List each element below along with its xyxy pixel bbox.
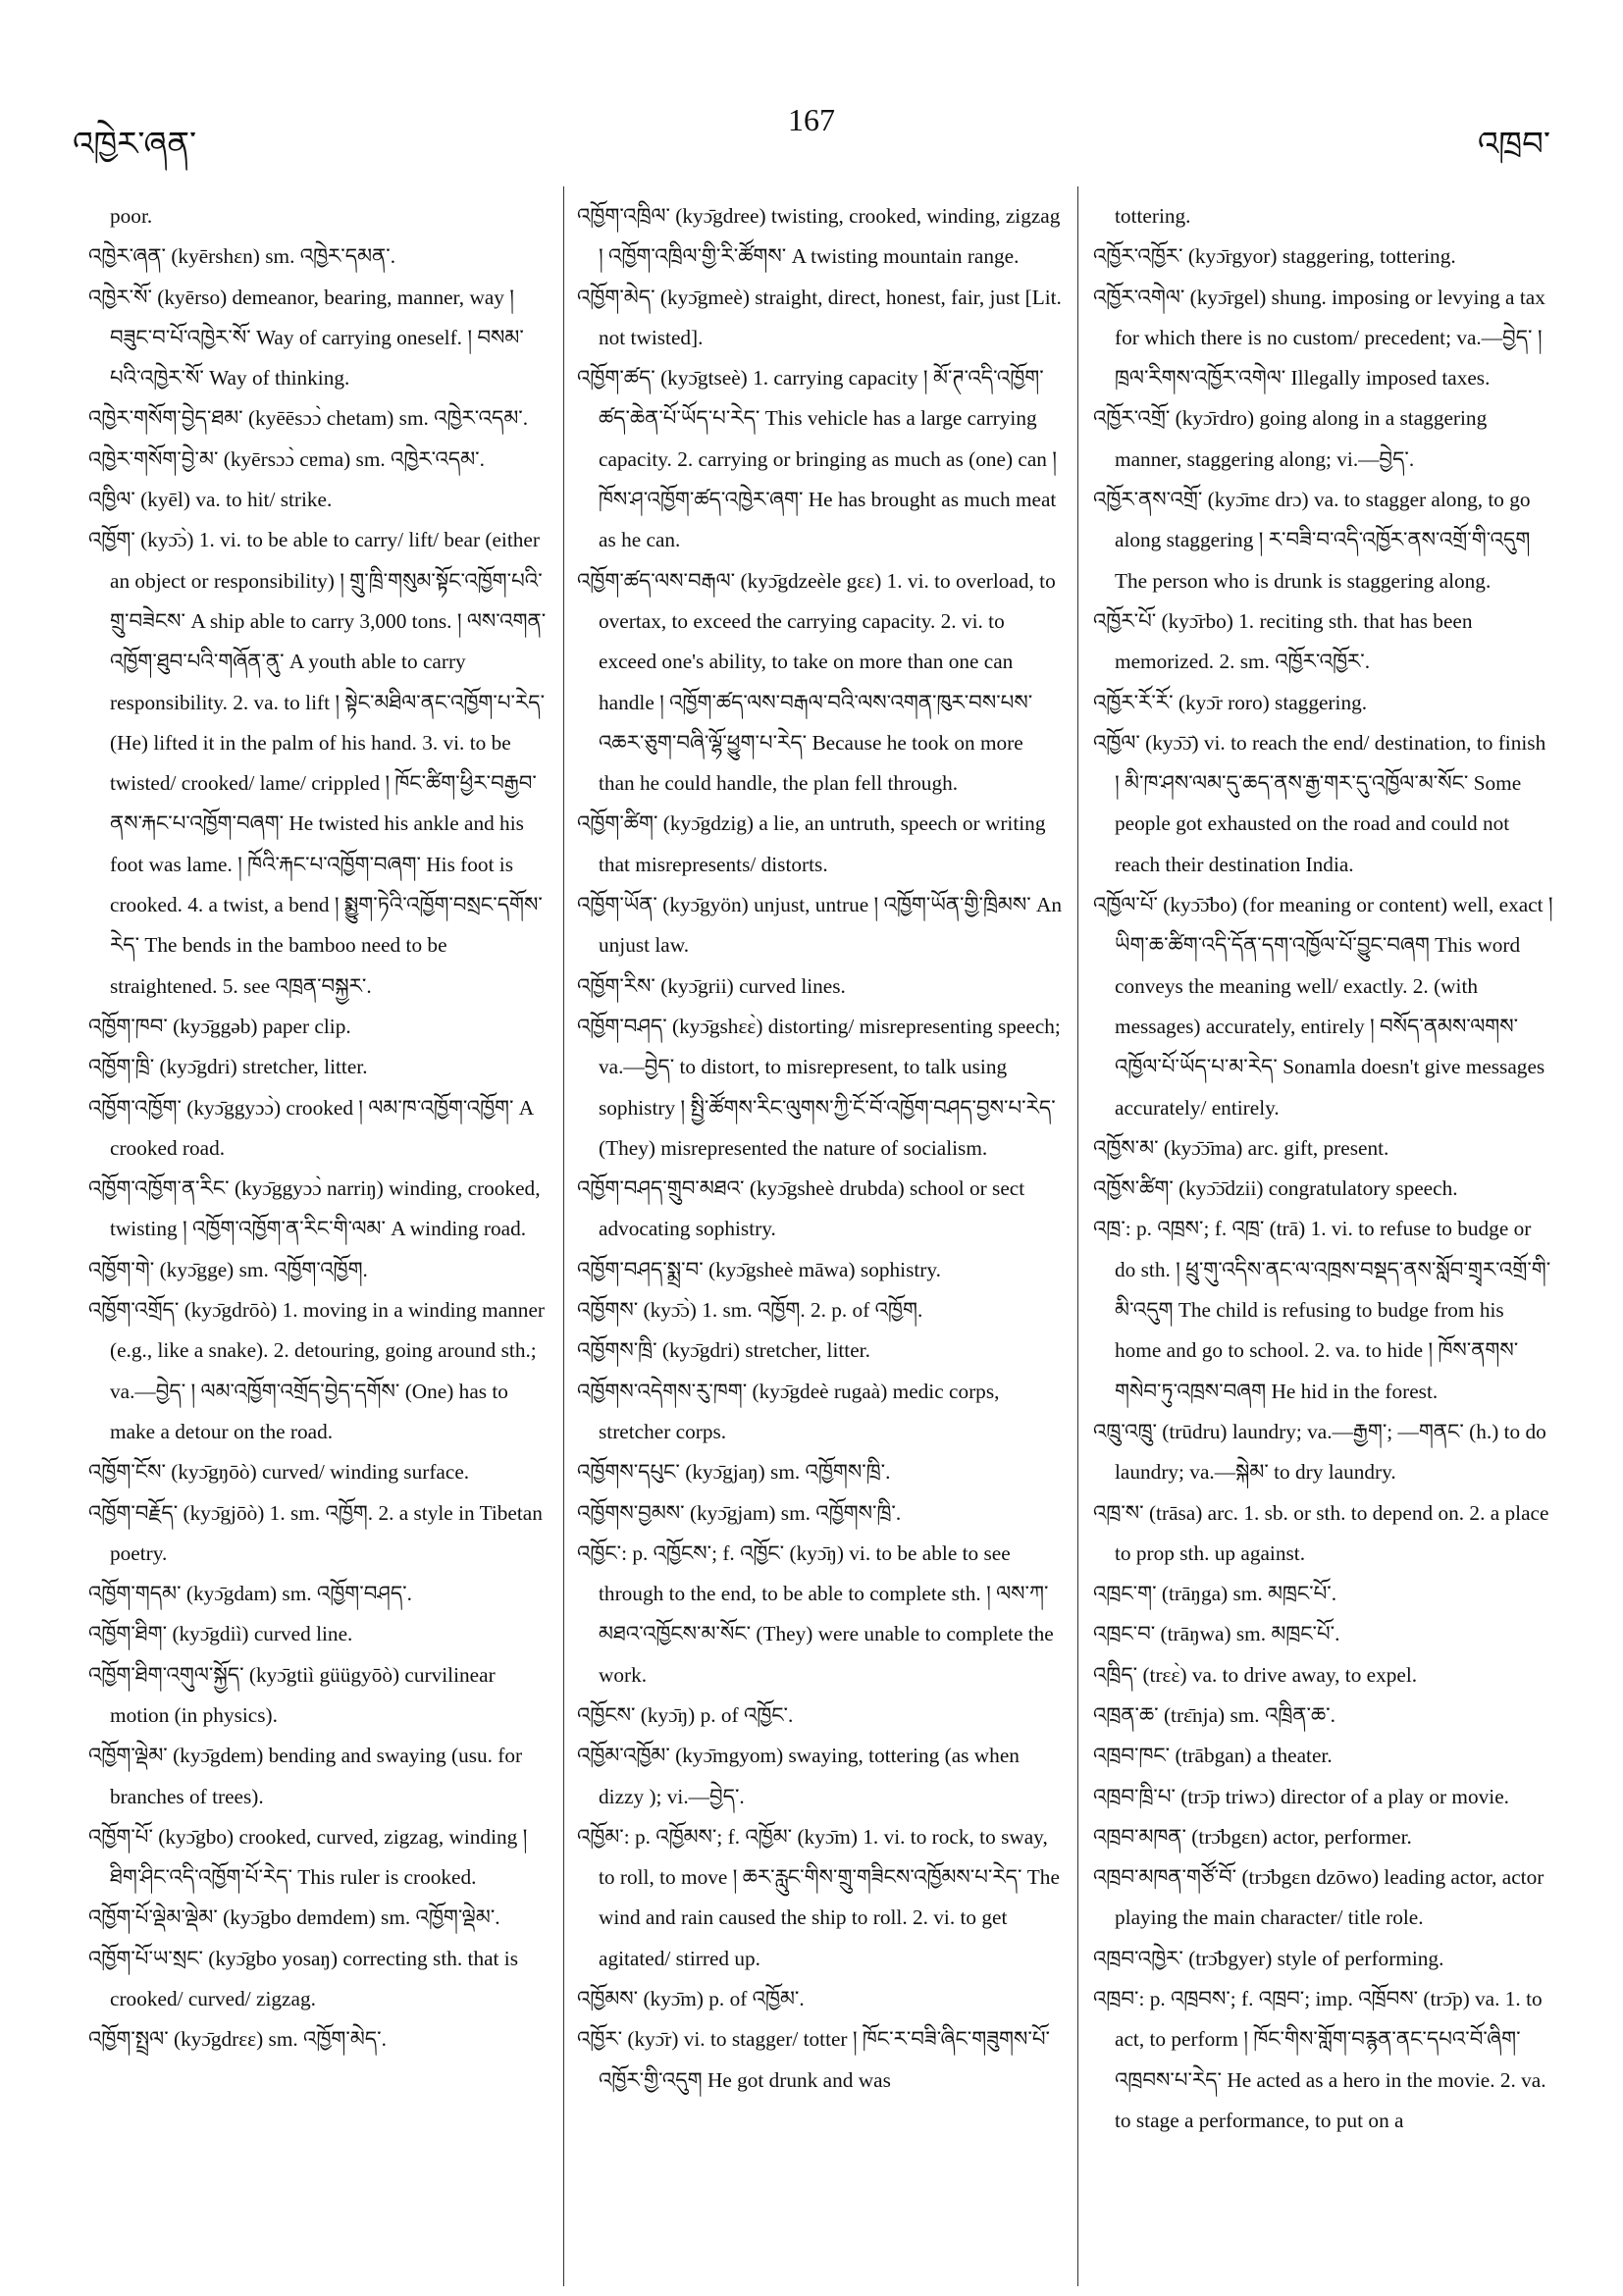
dictionary-entry: འཁྲ་ས་ (trāsa) arc. 1. sb. or sth. to depend on. 2. a place to prop sth. up against. — [1093, 1500, 1549, 1565]
dictionary-entry: འཁྱོག་ཡོན་ (kyɔ̄gyön) unjust, untrue ། འཁྱོག་ཡོན་གྱི་ཁྲིམས་ An unjust law. — [577, 893, 1062, 958]
dictionary-entry: འཁྱོགས་ཁྲི་ (kyɔ̄gdri) stretcher, litter. — [577, 1338, 870, 1363]
dictionary-entry: འཁྱོགས་ (kyɔ̄ɔ̀) 1. sm. འཁྱོག. 2. p. of འཁྱོག. — [577, 1298, 923, 1323]
dictionary-entry: འཁྱོག་བརྗོད་ (kyɔ̄gjōò) 1. sm. འཁྱོག. 2. a style in Tibetan poetry. — [88, 1500, 543, 1565]
column-divider-left — [563, 186, 564, 2286]
column-left — [88, 196, 550, 2276]
dictionary-entry: འཁྱོས་ཚིག་ (kyɔ̄ɔ̄dzii) congratulatory speech. — [1093, 1176, 1458, 1201]
dictionary-entry: འཁྱོག་བཤད་ (kyɔ̄gshɛɛ̀) distorting/ misrepresenting speech; va.—བྱེད་ to distort, to misrepresent, to talk using sophistry ། སྤྱི་ཚོགས་རིང་ལུགས་ཀྱི་ངོ་བོ་འཁྱོག་བཤད་བྱས་པ་རེད་ (They) misrepresented the nature of socialism. — [577, 1014, 1061, 1160]
column-divider-right — [1077, 186, 1078, 2286]
dictionary-entry: འཁྲ་: p. འཁྲས་; f. འཁྲ་ (trā) 1. vi. to refuse to budge or do sth. ། ཕྲུ་གུ་འདིས་ནང་ལ་འཁྲས་བསྡད་ནས་སློབ་གྲྭར་འགྲོ་གི་མི་འདུག The child is refusing to budge from his home and go to school. 2. va. to hide ། ཁོས་ནགས་གསེབ་ཏུ་འཁྲས་བཞག He hid in the forest. — [1093, 1217, 1551, 1403]
dictionary-entry: འཁྱོག་འཁྲིལ་ (kyɔ̄gdree) twisting, crooked, winding, zigzag ། འཁྱོག་འཁྲིལ་གྱི་རི་ཚོགས་ A twisting mountain range. — [577, 204, 1061, 269]
dictionary-entry: འཁྱོག་མེད་ (kyɔ̄gmeè) straight, direct, honest, fair, just [Lit. not twisted]. — [577, 285, 1062, 349]
dictionary-entry: འཁྱོག་གེ་ (kyɔ̄gge) sm. འཁྱོག་འཁྱོག. — [88, 1257, 368, 1281]
dictionary-entry: འཁྲབ་མཁན་ (trɔ̄bgɛn) actor, performer. — [1093, 1824, 1412, 1849]
dictionary-entry: འཁྱོང་: p. འཁྱོངས་; f. འཁྱོང་ (kyɔ̄ŋ) vi. to be able to see through to the end, to be able to complete sth. ། ལས་ཀ་མཐའ་འཁྱོངས་མ་སོང་ (They) were unable to complete the work. — [577, 1540, 1054, 1687]
dictionary-entry: འཁྱོགས་དཔུང་ (kyɔ̄gjaŋ) sm. འཁྱོགས་ཁྲི་. — [577, 1460, 891, 1485]
dictionary-entry: འཁྱོར་ནས་འགྲོ་ (kyɔ̄mɛ drɔ) va. to stagger along, to go along staggering ། ར་བཟི་བ་འདི་འཁྱོར་ནས་འགྲོ་གི་འདུག The person who is drunk is staggering along. — [1093, 488, 1531, 593]
running-head-left: འཁྱེར་ཞན་ — [73, 127, 197, 163]
dictionary-entry: འཁྱོག་ཁྲི་ (kyɔ̄gdri) stretcher, litter. — [88, 1055, 368, 1079]
running-head-right: འཁྲབ་ — [1477, 127, 1550, 163]
dictionary-entry: འཁྱོག་འཁྱོག་ན་རིང་ (kyɔ̄ggyɔɔ̀ narriŋ) winding, crooked, twisting ། འཁྱོག་འཁྱོག་ན་རིང་གི་ལམ་ A winding road. — [88, 1176, 541, 1241]
dictionary-entry: འཁྱོར་འཁྱོར་ (kyɔ̄rgyor) staggering, tottering. — [1093, 244, 1456, 269]
dictionary-entry: འཁྱོགས་འདེགས་རུ་ཁག་ (kyɔ̄gdeè rugaà) medic corps, stretcher corps. — [577, 1379, 1000, 1443]
dictionary-entry: འཁྲབ་མཁན་གཙོ་བོ་ (trɔ̄bgɛn dzōwo) leading actor, actor playing the main character/ title role. — [1093, 1865, 1544, 1930]
dictionary-entry: འཁྱོར་ (kyɔ̄r) vi. to stagger/ totter ། ཁོང་ར་བཟི་ཞིང་གཟུགས་པོ་འཁྱོར་གྱི་འདུག He got drunk and was — [577, 2027, 1050, 2092]
dictionary-entry: འཁྲང་ག་ (trāŋga) sm. མཁྲང་པོ་. — [1093, 1582, 1337, 1606]
dictionary-entry: འཁྲང་བ་ (trāŋwa) sm. མཁྲང་པོ་. — [1093, 1622, 1340, 1646]
dictionary-entry: འཁྲན་ཆ་ (trɛ̄nja) sm. འཁྲིན་ཆ་. — [1093, 1702, 1335, 1727]
dictionary-entry: འཁྱོམ་: p. འཁྱོམས་; f. འཁྱོམ་ (kyɔ̄m) 1. vi. to rock, to sway, to roll, to move ། ཆར་རླུང་གིས་གྲུ་གཟིངས་འཁྱོམས་པ་རེད་ The wind and rain caused the ship to roll. 2. vi. to get agitated/ stirred up. — [577, 1824, 1060, 1970]
dictionary-entry: འཁྱོག་འགྲོད་ (kyɔ̄gdrōò) 1. moving in a winding manner (e.g., like a snake). 2. detouring, going around sth.; va.—བྱེད་ ། ལམ་འཁྱོག་འགྲོད་བྱེད་དགོས་ (One) has to make a detour on the road. — [88, 1298, 545, 1443]
dictionary-entry: འཁྱོག་བཤད་སྨྲ་བ་ (kyɔ̄gsheè māwa) sophistry. — [577, 1257, 941, 1281]
dictionary-entry: poor. — [110, 204, 153, 228]
dictionary-entry: འཁྱོག་ངོས་ (kyɔ̄gŋōò) curved/ winding surface. — [88, 1460, 470, 1485]
dictionary-entry: འཁྱོག་པོ་ལྡེམ་ལྡེམ་ (kyɔ̄gbo dɐmdem) sm. འཁྱོག་ལྡེམ་. — [88, 1905, 500, 1930]
dictionary-entry: འཁྲབ་: p. འཁྲབས་; f. འཁྲབ་; imp. འཁྲོབས་ (trɔ̄p) va. 1. to act, to perform ། ཁོང་གིས་གློག་བརྙན་ནང་དཔའ་བོ་ཞིག་འཁྲབས་པ་རེད་ He acted as a hero in the movie. 2. va. to stage a performance, to put on a — [1093, 1987, 1546, 2132]
dictionary-entry: འཁྱོག་ཁབ་ (kyɔ̄ggəb) paper clip. — [88, 1014, 351, 1038]
dictionary-entry: འཁྱེར་གསོག་བྱེད་ཐམ་ (kyēēsɔɔ̀ chetam) sm. འཁྱེར་འདམ་. — [88, 406, 529, 431]
dictionary-entry: འཁྱོམས་ (kyɔ̄m) p. of འཁྱོམ་. — [577, 1987, 805, 2011]
page-number: 167 — [788, 102, 835, 137]
column-right — [1093, 196, 1554, 2276]
dictionary-entry: འཁྱེར་གསོག་བྱེ་མ་ (kyērsɔɔ̀ cɐma) sm. འཁྱེར་འདམ་. — [88, 446, 485, 471]
dictionary-entry: འཁྱོག་ཐིག་འགུལ་སྐྱོད་ (kyɔ̄gtiì güügyōò) curvilinear motion (in physics). — [88, 1662, 496, 1727]
column-middle — [577, 196, 1062, 2276]
dictionary-entry: འཁྱོལ་ (kyɔ̄ɔ̄) vi. to reach the end/ destination, to finish ། མི་ཁ་ཤས་ལམ་དུ་ཆད་ནས་རྒྱ་གར་དུ་འཁྱོལ་མ་སོང་ Some people got exhausted on the road and could not reach their destination India. — [1093, 730, 1546, 876]
dictionary-entry: འཁྱོག་འཁྱོག་ (kyɔ̄ggyɔɔ̀) crooked ། ལམ་ཁ་འཁྱོག་འཁྱོག་ A crooked road. — [88, 1095, 534, 1160]
dictionary-entry: འཁྱོལ་པོ་ (kyɔ̄ɔ̄bo) (for meaning or content) well, exact ། ཡིག་ཆ་ཚིག་འདི་དོན་དག་འཁྱོལ་པོ་བྱུང་བཞག This word conveys the meaning well/ exactly. 2. (with messages) accurately, entirely ། བསོད་ནམས་ལགས་འཁྱོལ་པོ་ཡོད་པ་མ་རེད་ Sonamla doesn't give messages accurately/ entirely. — [1093, 893, 1553, 1120]
dictionary-entry: འཁྱོག་ (kyɔ̄ɔ̀) 1. vi. to be able to carry/ lift/ bear (either an object or responsibility) ། གྲུ་ཁྲི་གསུམ་སྟོང་འཁྱོག་པའི་གྲུ་བཟེངས་ A ship able to carry 3,000 tons. ། ལས་འགན་འཁྱོག་ཐུབ་པའི་གཞོན་ནུ་ A youth able to carry responsibility. 2. va. to lift ། སྟེང་མཐིལ་ནང་འཁྱོག་པ་རེད་ (He) lifted it in the palm of his hand. 3. vi. to be twisted/ crooked/ lame/ crippled ། ཁོང་ཚིག་ཕྱིར་བརྒྱབ་ནས་རྐང་པ་འཁྱོག་བཞག་ He twisted his ankle and his foot was lame. ། ཁོའི་རྐང་པ་འཁྱོག་བཞག་ His foot is crooked. 4. a twist, a bend ། སྨྱུག་ཏེའི་འཁྱོག་བསྲང་དགོས་རེད་ The bends in the bamboo need to be straightened. 5. see འཁྲན་བསྐྱར་. — [88, 528, 547, 998]
dictionary-entry: འཁྱོམ་འཁྱོམ་ (kyɔ̄mgyom) swaying, tottering (as when dizzy ); vi.—བྱེད་. — [577, 1744, 1020, 1808]
dictionary-entry: འཁྱོངས་ (kyɔ̄ŋ) p. of འཁྱོང་. — [577, 1702, 794, 1727]
dictionary-entry: འཁྱོག་བཤད་གྲུབ་མཐའ་ (kyɔ̄gsheè drubda) school or sect advocating sophistry. — [577, 1176, 1025, 1241]
dictionary-entry: འཁྱོག་པོ་ (kyɔ̄gbo) crooked, curved, zigzag, winding ། ཐིག་ཤིང་འདི་འཁྱོག་པོ་རེད་ This ruler is crooked. — [88, 1824, 528, 1890]
dictionary-entry: འཁྲིད་ (trɛɛ̀) va. to drive away, to expel. — [1093, 1662, 1418, 1687]
dictionary-entry: འཁྱོར་རོ་རོ་ (kyɔ̄r roro) staggering. — [1093, 690, 1368, 714]
dictionary-entry: འཁྱོག་ཚིག་ (kyɔ̄gdzig) a lie, an untruth, speech or writing that misrepresents/ distorts. — [577, 811, 1046, 876]
dictionary-entry: འཁྱིལ་ (kyēl) va. to hit/ strike. — [88, 488, 333, 512]
dictionary-entry: འཁྱོགས་བྱམས་ (kyɔ̄gjam) sm. འཁྱོགས་ཁྲི་. — [577, 1500, 902, 1525]
dictionary-entry: འཁྱོར་འགྲོ་ (kyɔ̄rdro) going along in a staggering manner, staggering along; vi.—བྱེད་. — [1093, 406, 1488, 471]
dictionary-entry: འཁྱོར་འགེལ་ (kyɔ̄rgel) shung. imposing or levying a tax for which there is no custom/ precedent; va.—བྱེད་ ། ཁྲལ་རིགས་འཁྱོར་འགེལ་ Illegally imposed taxes. — [1093, 285, 1545, 391]
dictionary-entry: འཁྱེར་སོ་ (kyērso) demeanor, bearing, manner, way ། བཟུང་བ་པོ་འཁྱེར་སོ་ Way of carrying oneself. ། བསམ་པའི་འཁྱེར་སོ་ Way of thinking. — [88, 285, 524, 391]
dictionary-entry: tottering. — [1115, 204, 1191, 228]
dictionary-entry: འཁྱོག་གདམ་ (kyɔ̄gdam) sm. འཁྱོག་བཤད་. — [88, 1582, 412, 1606]
dictionary-entry: འཁྱོར་པོ་ (kyɔ̄rbo) 1. reciting sth. that has been memorized. 2. sm. འཁྱོར་འཁྱོར་. — [1093, 608, 1473, 674]
dictionary-entry: འཁྱོག་ལྡེམ་ (kyɔ̄gdem) bending and swaying (usu. for branches of trees). — [88, 1744, 523, 1808]
dictionary-entry: འཁྲབ་ཁང་ (trābgan) a theater. — [1093, 1744, 1333, 1768]
dictionary-entry: འཁྱོག་རིས་ (kyɔ̄grii) curved lines. — [577, 973, 846, 998]
dictionary-entry: འཁྱོག་ཐིག་ (kyɔ̄gdiì) curved line. — [88, 1622, 353, 1646]
dictionary-entry: འཁྲབ་འཁྱེར་ (trɔ̄bgyer) style of performing. — [1093, 1946, 1444, 1970]
dictionary-entry: འཁྱོག་པོ་ཡ་སྲང་ (kyɔ̄gbo yosaŋ) correcting sth. that is crooked/ curved/ zigzag. — [88, 1946, 518, 2011]
dictionary-entry: འཁྱེར་ཞན་ (kyērshɛn) sm. འཁྱེར་དམན་. — [88, 244, 396, 269]
dictionary-entry: འཁྱོག་ཚད་ལས་བརྒལ་ (kyɔ̄gdzeèle gɛɛ) 1. vi. to overload, to overtax, to exceed the carrying capacity. 2. vi. to exceed one's ability, to take on more than one can handle ། འཁྱོག་ཚད་ལས་བརྒལ་བའི་ལས་འགན་ཁུར་བས་པས་འཆར་ཅུག་བཞི་ལྷོ་ཕྱུག་པ་རེད་ Because he took on more than he could handle, the plan fell through. — [577, 568, 1056, 796]
dictionary-entry: འཁྲབ་ཁྲི་པ་ (trɔ̄p triwɔ) director of a play or movie. — [1093, 1784, 1509, 1808]
dictionary-entry: འཁྲུ་འཁྲུ་ (trūdru) laundry; va.—རྒྱག་; —གནང་ (h.) to do laundry; va.—སྐེམ་ to dry laundry. — [1093, 1419, 1546, 1485]
dictionary-entry: འཁྱོག་སྤྲལ་ (kyɔ̄gdrɛɛ) sm. འཁྱོག་མེད་. — [88, 2027, 387, 2052]
dictionary-entry: འཁྱོས་མ་ (kyɔ̄ɔ̄ma) arc. gift, present. — [1093, 1135, 1389, 1160]
dictionary-entry: འཁྱོག་ཚད་ (kyɔ̄gtseè) 1. carrying capacity ། མོ་ཊ་འདི་འཁྱོག་ཚད་ཆེན་པོ་ཡོད་པ་རེད་ This vehicle has a large carrying capacity. 2. carrying or bringing as much as (one) can ། ཁོས་ཤ་འཁྱོག་ཚད་འཁྱེར་ཞག་ He has brought as much meat as he can. — [577, 366, 1057, 552]
